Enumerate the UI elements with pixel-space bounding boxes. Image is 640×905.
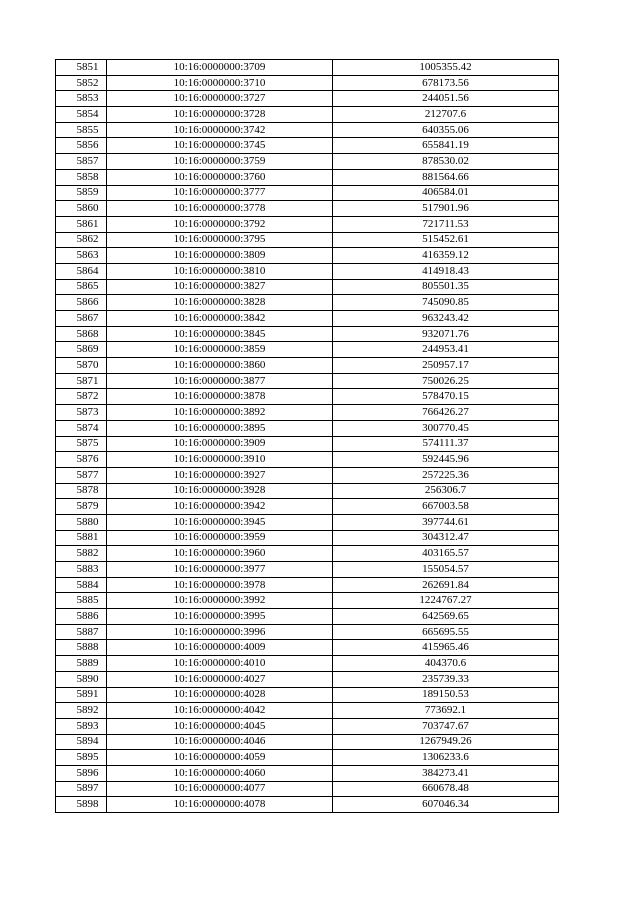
cadastral-number-cell: 10:16:0000000:3828 — [107, 295, 333, 311]
value-cell: 403165.57 — [333, 546, 559, 562]
cadastral-number-cell: 10:16:0000000:4042 — [107, 703, 333, 719]
cadastral-number-cell: 10:16:0000000:4045 — [107, 718, 333, 734]
row-number-cell: 5887 — [56, 624, 107, 640]
table-row — [56, 452, 559, 468]
value-cell: 397744.61 — [333, 514, 559, 530]
row-number-cell: 5890 — [56, 671, 107, 687]
row-number-cell: 5869 — [56, 342, 107, 358]
row-number-cell: 5861 — [56, 216, 107, 232]
row-number-cell: 5892 — [56, 703, 107, 719]
cadastral-number-cell: 10:16:0000000:3810 — [107, 263, 333, 279]
table-row — [56, 656, 559, 672]
table-row — [56, 718, 559, 734]
row-number-cell: 5882 — [56, 546, 107, 562]
table-row — [56, 185, 559, 201]
value-cell: 703747.67 — [333, 718, 559, 734]
cadastral-number-cell: 10:16:0000000:4060 — [107, 765, 333, 781]
cadastral-number-cell: 10:16:0000000:3895 — [107, 420, 333, 436]
table-row — [56, 342, 559, 358]
table-row — [56, 60, 559, 76]
row-number-cell: 5883 — [56, 562, 107, 578]
table-row — [56, 420, 559, 436]
table-row — [56, 624, 559, 640]
row-number-cell: 5856 — [56, 138, 107, 154]
table-row — [56, 609, 559, 625]
cadastral-number-cell: 10:16:0000000:3928 — [107, 483, 333, 499]
cadastral-number-cell: 10:16:0000000:3709 — [107, 60, 333, 76]
value-cell: 721711.53 — [333, 216, 559, 232]
value-cell: 304312.47 — [333, 530, 559, 546]
cadastral-number-cell: 10:16:0000000:3977 — [107, 562, 333, 578]
value-cell: 1005355.42 — [333, 60, 559, 76]
value-cell: 766426.27 — [333, 405, 559, 421]
row-number-cell: 5886 — [56, 609, 107, 625]
value-cell: 406584.01 — [333, 185, 559, 201]
cadastral-number-cell: 10:16:0000000:3892 — [107, 405, 333, 421]
cadastral-number-cell: 10:16:0000000:3727 — [107, 91, 333, 107]
row-number-cell: 5865 — [56, 279, 107, 295]
table-row — [56, 483, 559, 499]
value-cell: 415965.46 — [333, 640, 559, 656]
value-cell: 750026.25 — [333, 373, 559, 389]
value-cell: 244051.56 — [333, 91, 559, 107]
cadastral-number-cell: 10:16:0000000:3945 — [107, 514, 333, 530]
cadastral-number-cell: 10:16:0000000:3742 — [107, 122, 333, 138]
table-row — [56, 373, 559, 389]
value-cell: 404370.6 — [333, 656, 559, 672]
row-number-cell: 5859 — [56, 185, 107, 201]
table-row — [56, 436, 559, 452]
row-number-cell: 5877 — [56, 467, 107, 483]
table-row — [56, 216, 559, 232]
value-cell: 262691.84 — [333, 577, 559, 593]
row-number-cell: 5893 — [56, 718, 107, 734]
value-cell: 805501.35 — [333, 279, 559, 295]
value-cell: 1224767.27 — [333, 593, 559, 609]
row-number-cell: 5876 — [56, 452, 107, 468]
table-row — [56, 201, 559, 217]
cadastral-number-cell: 10:16:0000000:3728 — [107, 107, 333, 123]
value-cell: 773692.1 — [333, 703, 559, 719]
value-cell: 235739.33 — [333, 671, 559, 687]
cadastral-number-cell: 10:16:0000000:3860 — [107, 358, 333, 374]
row-number-cell: 5878 — [56, 483, 107, 499]
table-row — [56, 593, 559, 609]
row-number-cell: 5860 — [56, 201, 107, 217]
value-cell: 932071.76 — [333, 326, 559, 342]
table-row — [56, 389, 559, 405]
table-row — [56, 499, 559, 515]
value-cell: 416359.12 — [333, 248, 559, 264]
row-number-cell: 5867 — [56, 311, 107, 327]
table-row — [56, 562, 559, 578]
cadastral-number-cell: 10:16:0000000:3960 — [107, 546, 333, 562]
value-cell: 678173.56 — [333, 75, 559, 91]
row-number-cell: 5863 — [56, 248, 107, 264]
table-row — [56, 687, 559, 703]
row-number-cell: 5894 — [56, 734, 107, 750]
table-row — [56, 514, 559, 530]
cadastral-number-cell: 10:16:0000000:3910 — [107, 452, 333, 468]
row-number-cell: 5875 — [56, 436, 107, 452]
value-cell: 244953.41 — [333, 342, 559, 358]
value-cell: 189150.53 — [333, 687, 559, 703]
table-row — [56, 91, 559, 107]
value-cell: 640355.06 — [333, 122, 559, 138]
cadastral-number-cell: 10:16:0000000:3859 — [107, 342, 333, 358]
row-number-cell: 5871 — [56, 373, 107, 389]
cadastral-number-cell: 10:16:0000000:3795 — [107, 232, 333, 248]
cadastral-number-cell: 10:16:0000000:3745 — [107, 138, 333, 154]
row-number-cell: 5872 — [56, 389, 107, 405]
cadastral-number-cell: 10:16:0000000:3777 — [107, 185, 333, 201]
row-number-cell: 5895 — [56, 750, 107, 766]
row-number-cell: 5898 — [56, 797, 107, 813]
row-number-cell: 5884 — [56, 577, 107, 593]
value-cell: 300770.45 — [333, 420, 559, 436]
cadastral-number-cell: 10:16:0000000:4028 — [107, 687, 333, 703]
table-row — [56, 311, 559, 327]
value-cell: 578470.15 — [333, 389, 559, 405]
table-row — [56, 577, 559, 593]
cadastral-number-cell: 10:16:0000000:3927 — [107, 467, 333, 483]
row-number-cell: 5870 — [56, 358, 107, 374]
value-cell: 607046.34 — [333, 797, 559, 813]
row-number-cell: 5896 — [56, 765, 107, 781]
row-number-cell: 5885 — [56, 593, 107, 609]
value-cell: 878530.02 — [333, 154, 559, 170]
table-row — [56, 734, 559, 750]
cadastral-number-cell: 10:16:0000000:4010 — [107, 656, 333, 672]
value-cell: 881564.66 — [333, 169, 559, 185]
row-number-cell: 5858 — [56, 169, 107, 185]
cadastral-number-cell: 10:16:0000000:3827 — [107, 279, 333, 295]
value-cell: 414918.43 — [333, 263, 559, 279]
cadastral-number-cell: 10:16:0000000:3959 — [107, 530, 333, 546]
value-cell: 660678.48 — [333, 781, 559, 797]
table-row — [56, 797, 559, 813]
row-number-cell: 5897 — [56, 781, 107, 797]
cadastral-number-cell: 10:16:0000000:3877 — [107, 373, 333, 389]
row-number-cell: 5852 — [56, 75, 107, 91]
cadastral-number-cell: 10:16:0000000:3842 — [107, 311, 333, 327]
cadastral-number-cell: 10:16:0000000:3778 — [107, 201, 333, 217]
table-row — [56, 326, 559, 342]
table-row — [56, 546, 559, 562]
table-row — [56, 248, 559, 264]
data-table — [55, 59, 559, 813]
cadastral-number-cell: 10:16:0000000:4027 — [107, 671, 333, 687]
value-cell: 384273.41 — [333, 765, 559, 781]
row-number-cell: 5873 — [56, 405, 107, 421]
value-cell: 517901.96 — [333, 201, 559, 217]
value-cell: 155054.57 — [333, 562, 559, 578]
cadastral-number-cell: 10:16:0000000:3809 — [107, 248, 333, 264]
row-number-cell: 5889 — [56, 656, 107, 672]
table-row — [56, 671, 559, 687]
cadastral-number-cell: 10:16:0000000:3878 — [107, 389, 333, 405]
cadastral-number-cell: 10:16:0000000:3942 — [107, 499, 333, 515]
table-row — [56, 640, 559, 656]
cadastral-number-cell: 10:16:0000000:3995 — [107, 609, 333, 625]
table-row — [56, 530, 559, 546]
value-cell: 212707.6 — [333, 107, 559, 123]
row-number-cell: 5853 — [56, 91, 107, 107]
cadastral-number-cell: 10:16:0000000:3760 — [107, 169, 333, 185]
row-number-cell: 5854 — [56, 107, 107, 123]
table-row — [56, 263, 559, 279]
cadastral-number-cell: 10:16:0000000:4077 — [107, 781, 333, 797]
value-cell: 592445.96 — [333, 452, 559, 468]
table-row — [56, 750, 559, 766]
table-row — [56, 295, 559, 311]
value-cell: 745090.85 — [333, 295, 559, 311]
value-cell: 256306.7 — [333, 483, 559, 499]
value-cell: 667003.58 — [333, 499, 559, 515]
table-row — [56, 75, 559, 91]
cadastral-number-cell: 10:16:0000000:4059 — [107, 750, 333, 766]
row-number-cell: 5891 — [56, 687, 107, 703]
cadastral-number-cell: 10:16:0000000:3792 — [107, 216, 333, 232]
cadastral-number-cell: 10:16:0000000:4078 — [107, 797, 333, 813]
row-number-cell: 5881 — [56, 530, 107, 546]
value-cell: 1267949.26 — [333, 734, 559, 750]
row-number-cell: 5874 — [56, 420, 107, 436]
row-number-cell: 5880 — [56, 514, 107, 530]
cadastral-number-cell: 10:16:0000000:3710 — [107, 75, 333, 91]
row-number-cell: 5857 — [56, 154, 107, 170]
cadastral-number-cell: 10:16:0000000:3978 — [107, 577, 333, 593]
table-row — [56, 279, 559, 295]
value-cell: 574111.37 — [333, 436, 559, 452]
row-number-cell: 5879 — [56, 499, 107, 515]
value-cell: 1306233.6 — [333, 750, 559, 766]
table-row — [56, 781, 559, 797]
table-row — [56, 138, 559, 154]
cadastral-number-cell: 10:16:0000000:4009 — [107, 640, 333, 656]
value-cell: 963243.42 — [333, 311, 559, 327]
value-cell: 655841.19 — [333, 138, 559, 154]
cadastral-number-cell: 10:16:0000000:4046 — [107, 734, 333, 750]
row-number-cell: 5888 — [56, 640, 107, 656]
value-cell: 515452.61 — [333, 232, 559, 248]
value-cell: 250957.17 — [333, 358, 559, 374]
row-number-cell: 5855 — [56, 122, 107, 138]
row-number-cell: 5868 — [56, 326, 107, 342]
row-number-cell: 5864 — [56, 263, 107, 279]
cadastral-number-cell: 10:16:0000000:3996 — [107, 624, 333, 640]
value-cell: 642569.65 — [333, 609, 559, 625]
table-row — [56, 358, 559, 374]
table-row — [56, 467, 559, 483]
value-cell: 665695.55 — [333, 624, 559, 640]
table-row — [56, 154, 559, 170]
table-row — [56, 232, 559, 248]
table-row — [56, 107, 559, 123]
row-number-cell: 5851 — [56, 60, 107, 76]
table-body — [56, 60, 559, 813]
table-row — [56, 703, 559, 719]
cadastral-number-cell: 10:16:0000000:3909 — [107, 436, 333, 452]
cadastral-number-cell: 10:16:0000000:3759 — [107, 154, 333, 170]
row-number-cell: 5862 — [56, 232, 107, 248]
row-number-cell: 5866 — [56, 295, 107, 311]
table-row — [56, 765, 559, 781]
table-row — [56, 169, 559, 185]
cadastral-number-cell: 10:16:0000000:3992 — [107, 593, 333, 609]
cadastral-number-cell: 10:16:0000000:3845 — [107, 326, 333, 342]
table-row — [56, 405, 559, 421]
value-cell: 257225.36 — [333, 467, 559, 483]
table-row — [56, 122, 559, 138]
